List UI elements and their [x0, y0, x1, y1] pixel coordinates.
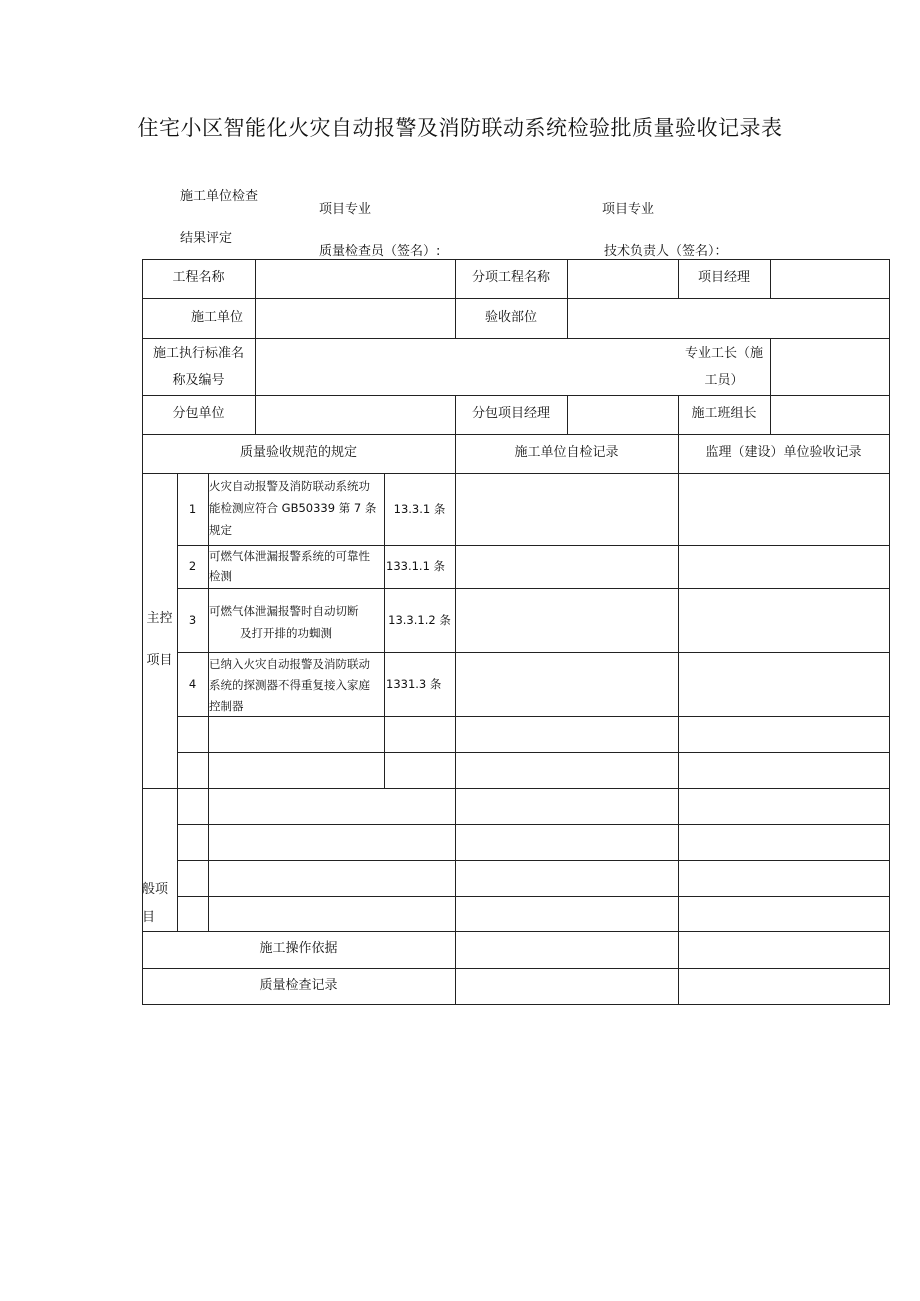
tech-lead-signature-label: 技术负责人（签名）： — [604, 244, 728, 259]
project-name-label: 工程名称 — [172, 270, 225, 286]
item-spec-line: 可燃气体泄漏报警系统的可靠性 — [209, 549, 370, 563]
standard-label-line-2: 称及编号 — [172, 372, 225, 388]
item-spec-line: 系统的探测器不得重复接入家庭 — [209, 678, 370, 692]
item-spec — [209, 600, 384, 652]
sub-project-name-field[interactable] — [568, 260, 677, 298]
sub-manager-label: 分包项目经理 — [471, 406, 550, 422]
main-control-label-line-1: 主控 — [146, 611, 173, 626]
team-leader-field[interactable] — [771, 396, 889, 434]
team-leader-label: 施工班组长 — [691, 406, 757, 422]
foreman-label-line-2: 工员） — [704, 372, 744, 388]
spec-column-header: 质量验收规范的规定 — [239, 445, 357, 461]
project-manager-label: 项目经理 — [697, 270, 750, 286]
standard-label-line-1: 施工执行标准名 — [152, 345, 244, 361]
standard-label — [142, 338, 255, 395]
general-items-label-line-1: 般项 — [142, 882, 169, 897]
item-spec-line: 检测 — [209, 569, 232, 583]
item-spec-line: 控制器 — [209, 699, 244, 713]
construction-unit-field[interactable] — [256, 299, 454, 338]
item-spec — [209, 654, 384, 716]
specialty-label-2: 项目专业 — [602, 202, 655, 217]
inspector-signature-label: 质量检查员（签名）: — [319, 244, 441, 259]
item-spec-line: 及打开排的功蜘测 — [240, 626, 332, 640]
item-clause: 13.3.1.2 条 — [388, 612, 451, 627]
project-name-field[interactable] — [256, 260, 454, 298]
check-label-line-1: 施工单位检查 — [180, 189, 259, 204]
subcontractor-label: 分包单位 — [172, 406, 225, 422]
general-items-label-line-2: 目 — [142, 910, 156, 925]
check-label-line-2: 结果评定 — [180, 231, 233, 246]
sub-manager-field[interactable] — [568, 396, 677, 434]
self-check-column-header: 施工单位自检记录 — [514, 445, 619, 461]
operation-basis-label: 施工操作依据 — [259, 941, 338, 957]
item-number: 4 — [188, 676, 197, 691]
foreman-field[interactable] — [771, 339, 889, 395]
item-spec — [209, 475, 384, 545]
item-clause: 133.1.1 条 — [386, 559, 446, 574]
main-control-label — [142, 600, 177, 680]
page-title: 住宅小区智能化火灾自动报警及消防联动系统检验批质量验收记录表 — [137, 116, 783, 140]
item-clause: 1331.3 条 — [386, 676, 442, 691]
item-clause: 13.3.1 条 — [393, 501, 446, 516]
item-number: 1 — [188, 501, 197, 516]
main-control-label-line-2: 项目 — [146, 653, 173, 668]
subcontractor-field[interactable] — [256, 396, 454, 434]
item-number: 3 — [188, 612, 197, 627]
item-spec-line: 规定 — [209, 523, 232, 537]
supervision-column-header: 监理（建设）单位验收记录 — [705, 445, 862, 461]
item-spec-line: 能检测应符合 GB50339 第 7 条 — [209, 501, 377, 515]
general-items-label — [142, 876, 177, 932]
standard-field[interactable] — [256, 339, 678, 395]
item-spec — [209, 546, 384, 588]
sub-project-name-label: 分项工程名称 — [471, 270, 550, 286]
foreman-label-line-1: 专业工长（施 — [684, 345, 763, 361]
quality-record-label: 质量检查记录 — [259, 977, 338, 993]
item-spec-line: 火灾自动报警及消防联动系统功 — [209, 479, 370, 493]
construction-unit-text: 施工单位 — [190, 309, 243, 325]
acceptance-part-field[interactable] — [568, 299, 889, 338]
acceptance-part-label: 验收部位 — [484, 309, 537, 325]
project-manager-field[interactable] — [771, 260, 889, 298]
foreman-label — [678, 338, 770, 395]
specialty-label-1: 项目专业 — [319, 202, 372, 217]
item-spec-line: 可燃气体泄漏报警时自动切断 — [209, 604, 359, 618]
item-spec-line: 已纳入火灾自动报警及消防联动 — [209, 657, 370, 671]
item-number: 2 — [188, 559, 197, 574]
